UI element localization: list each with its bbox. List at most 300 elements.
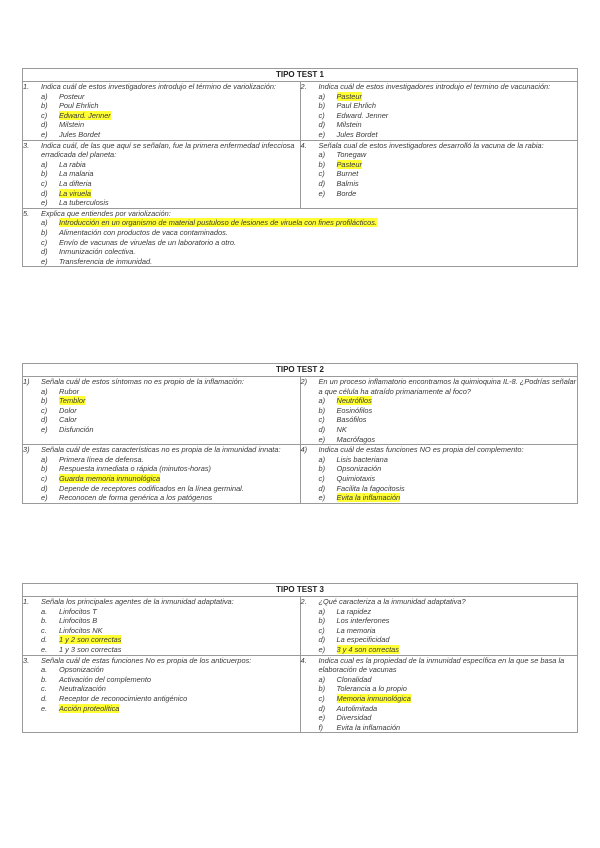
answer-option [23,704,300,714]
question-number: 4. [300,655,307,665]
option-label: Disfunción [59,424,94,434]
option-label: Poul Ehrlich [59,101,99,111]
question-number: 5. [23,208,30,218]
option-letter: d. [41,635,48,645]
option-label: Inmunización colectiva. [59,247,136,257]
option-letter: e) [41,493,48,503]
answer-option [301,435,578,445]
option-letter: a) [318,150,326,160]
option-text [59,645,300,655]
answer-option [23,218,577,228]
question-number: 4. [300,140,307,150]
option-letter: e) [318,188,326,198]
answer-option [301,694,578,704]
option-letter: e) [41,129,48,139]
option-letter: a) [318,454,326,464]
option-text [59,616,300,626]
option-label: Quimiotaxis [336,473,376,483]
option-text [59,607,300,617]
question-number: 1. [23,82,30,91]
option-label: Basófilos [336,415,367,425]
answer-option [23,474,300,484]
option-letter: c) [318,693,325,703]
option-label: Introducción en un organismo de material pustuloso de lesiones de viruela con fines profilácticos. [59,218,377,228]
option-text [59,160,300,170]
option-label: Balmis [336,178,359,188]
option-text [337,169,578,179]
option-letter: e) [41,198,48,208]
question-number: 2) [300,377,308,386]
option-label: La rabia [59,159,86,169]
option-text-highlighted [337,92,578,102]
option-text [337,120,578,130]
option-letter: c. [41,625,47,635]
option-text [59,130,300,140]
option-text-highlighted [59,396,300,406]
question-cell [300,655,578,733]
option-label: La tuberculosis [59,198,109,208]
answer-option [301,684,578,694]
option-label: Linfocitos NK [59,625,103,635]
answer-option [23,675,300,685]
option-text [337,435,578,445]
option-label: Opsonización [336,464,382,474]
option-text [59,387,300,397]
option-letter: a) [41,159,48,169]
option-text-highlighted [59,704,300,714]
option-text-highlighted [337,645,578,655]
option-text [337,474,578,484]
question-text: Señala cuál de estas características no es propia de la inmunidad innata: [41,445,281,455]
option-letter: a. [41,606,48,616]
option-letter: c) [318,473,325,483]
option-text [337,723,578,733]
option-letter: b) [41,227,48,237]
answer-option [23,228,577,238]
option-text [59,684,300,694]
answer-option [23,101,300,111]
option-label: Linfocitos T [59,606,97,616]
option-text [337,425,578,435]
answer-option [301,713,578,723]
question-text: Señala cual de estos investigadores desarrolló la vacuna de la rabia: [318,140,544,150]
option-text [337,713,578,723]
option-letter: c) [41,237,48,247]
option-letter: c. [41,684,47,694]
option-letter: d) [41,483,48,493]
question [301,141,578,151]
answer-option [301,675,578,685]
option-label: La difteria [59,178,92,188]
option-label: NK [336,424,347,434]
option-letter: a) [318,396,326,406]
option-label: Evita la inflamación [336,722,401,732]
answer-option [23,493,300,503]
question-cell [300,597,578,656]
question [23,445,300,455]
option-letter: a) [41,454,48,464]
option-letter: d) [318,483,326,493]
option-text [337,101,578,111]
question-number: 1) [23,377,30,386]
option-label: Milstein [59,120,85,130]
question-cell [23,82,301,141]
answer-option [23,189,300,199]
option-label: 1 y 3 son correctas [59,644,122,654]
option-letter: b) [41,396,48,406]
test-table-1 [22,68,578,267]
option-text [59,694,300,704]
option-label: Memoria inmunológica [336,693,411,703]
answer-option [23,616,300,626]
question-cell [23,655,301,733]
option-letter: c) [318,625,325,635]
option-text [337,455,578,465]
option-label: Pasteur [336,91,362,101]
answer-option [23,455,300,465]
option-text [59,247,577,257]
option-letter: e) [318,713,326,723]
option-letter: e) [318,434,326,444]
option-label: 3 y 4 son correctas [336,644,399,654]
option-text [337,130,578,140]
option-letter: b. [41,616,48,626]
option-label: Transferencia de inmunidad. [59,256,153,266]
answer-option [23,484,300,494]
option-label: Dolor [59,405,77,415]
question-text: Explica que entiendes por variolización: [41,208,171,218]
answer-option [301,626,578,636]
answer-option [301,493,578,503]
test-title: TIPO TEST 2 [23,364,578,377]
option-letter: a) [41,218,48,228]
option-letter: b) [318,616,326,626]
option-label: Tonegaw [336,150,367,160]
option-label: Envío de vacunas de viruelas de un laboratorio a otro. [59,237,237,247]
option-label: Pasteur [336,159,362,169]
option-label: Alimentación con productos de vaca contaminados. [59,227,228,237]
option-label: Posteur [59,91,85,101]
test-table-3 [22,583,578,733]
answer-option [23,607,300,617]
option-label: Facilita la fagocitosis [336,483,405,493]
option-text [337,626,578,636]
option-label: Opsonización [59,665,104,675]
answer-option [301,425,578,435]
option-label: Clonalidad [336,674,372,684]
option-letter: c) [318,415,325,425]
option-letter: b) [41,169,48,179]
option-text [337,704,578,714]
option-letter: a) [318,606,326,616]
answer-option [301,396,578,406]
option-text [59,415,300,425]
option-text-highlighted [59,189,300,199]
answer-option [23,120,300,130]
test-title: TIPO TEST 1 [23,69,578,82]
option-label: Los interferones [336,616,390,626]
question-cell [23,377,301,445]
option-text [337,406,578,416]
option-text-highlighted [337,396,578,406]
answer-option [301,616,578,626]
option-label: Milstein [336,120,362,130]
answer-option [23,92,300,102]
option-letter: c) [41,473,48,483]
question [301,82,578,92]
answer-option [23,684,300,694]
option-letter: b) [318,405,326,415]
question-cell [300,445,578,504]
option-text-highlighted [337,493,578,503]
test-title: TIPO TEST 3 [23,584,578,597]
option-text [59,464,300,474]
option-label: Macrófagos [336,434,376,444]
option-text [59,92,300,102]
option-label: Borde [336,188,357,198]
option-text-highlighted [337,694,578,704]
question-text: En un proceso inflamatorio encontramos la quimioquina IL-8. ¿Podrías señalar a que célula ha atraído primariamente al foco? [318,377,577,396]
question-cell [300,140,578,208]
option-text [59,675,300,685]
question-cell [23,140,301,208]
option-letter: b) [318,101,326,111]
option-text-highlighted [59,474,300,484]
option-label: Guarda memoria inmunológica [59,473,161,483]
option-text [59,406,300,416]
option-label: Acción proteolítica [59,703,120,713]
option-label: Primera línea de defensa. [59,454,144,464]
option-label: La especificidad [336,635,390,645]
option-label: Calor [59,415,77,425]
option-letter: a. [41,665,48,675]
answer-option [23,160,300,170]
answer-option [301,455,578,465]
answer-option [23,635,300,645]
option-letter: d) [318,635,326,645]
option-letter: e) [41,256,48,266]
option-label: Neutralización [59,684,106,694]
option-text [337,607,578,617]
question-text: Indica cuál de estos investigadores introdujo el termino de vacunación: [318,82,551,91]
question-text: Señala cuál de estos síntomas no es propio de la inflamación: [41,377,244,386]
option-label: Autolimitada [336,703,378,713]
answer-option [301,464,578,474]
answer-option [301,645,578,655]
option-text-highlighted [59,218,577,228]
answer-option [301,607,578,617]
question-number: 3. [23,140,30,150]
question [23,656,300,666]
option-text [59,425,300,435]
option-letter: d) [318,424,326,434]
option-letter: c) [41,405,48,415]
question-number: 2. [300,82,307,91]
option-text [59,228,577,238]
answer-option [301,484,578,494]
question-text: Señala cuál de estas funciones No es propia de los anticuerpos: [41,655,252,665]
option-label: Evita la inflamación [336,493,401,503]
answer-option [23,464,300,474]
option-letter: a) [41,386,48,396]
option-label: Neutrófilos [336,396,372,406]
option-letter: b. [41,674,48,684]
option-label: Tolerancia a lo propio [336,684,407,694]
answer-option [23,387,300,397]
option-letter: b) [318,684,326,694]
question [301,445,578,455]
question-number: 3. [23,655,30,665]
answer-option [301,160,578,170]
option-letter: d) [41,120,48,130]
option-text [337,415,578,425]
option-letter: c) [318,169,325,179]
question [23,209,577,219]
option-letter: e) [318,129,326,139]
question [301,597,578,607]
answer-option [301,474,578,484]
option-label: Depende de receptores codificados en la línea germinal. [59,483,244,493]
answer-option [23,626,300,636]
question [23,141,300,160]
option-text [59,626,300,636]
option-letter: c) [318,110,325,120]
test-table-2 [22,363,578,504]
option-text [59,169,300,179]
answer-option [301,101,578,111]
option-label: Jules Bordet [336,129,378,139]
option-label: Paul Ehrlich [336,101,376,111]
option-text [337,150,578,160]
question-number: 3) [23,445,30,455]
question-text: Indica cuál de estas funciones NO es propia del complemento: [318,445,524,455]
option-letter: e) [318,493,326,503]
option-letter: d) [318,120,326,130]
option-letter: e) [41,424,48,434]
option-label: Respuesta inmediata o rápida (minutos-horas) [59,464,211,474]
option-letter: d) [41,247,48,257]
answer-option [23,130,300,140]
option-letter: d) [41,188,48,198]
answer-option [23,396,300,406]
question [301,377,578,396]
answer-option [23,257,577,267]
option-label: Activación del complemento [59,674,152,684]
option-label: Rubor [59,386,80,396]
question-cell [23,445,301,504]
question-text: Indica cual es la propiedad de la inmunidad específica en la que se basa la elaboración de vacunas [318,655,565,675]
question-cell [300,82,578,141]
option-label: Burnet [336,169,359,179]
option-text [337,464,578,474]
option-text [337,616,578,626]
answer-option [301,723,578,733]
answer-option [23,179,300,189]
answer-option [301,415,578,425]
answer-option [301,635,578,645]
question-text: Indica cuál, de las que aquí se señalan, fue la primera enfermedad infecciosa erradicada del planeta: [41,140,295,160]
answer-option [301,130,578,140]
option-text [337,179,578,189]
answer-option [23,694,300,704]
option-text [337,484,578,494]
option-letter: b) [318,159,326,169]
option-letter: f) [318,722,324,732]
option-text [337,675,578,685]
option-label: La memoria [336,625,376,635]
option-label: Edward. Jenner [59,110,111,120]
answer-option [23,406,300,416]
answer-option [301,169,578,179]
option-text-highlighted [337,160,578,170]
question [23,82,300,92]
option-label: Edward. Jenner [336,110,389,120]
option-label: Linfocitos B [59,616,98,626]
answer-option [301,406,578,416]
option-label: 1 y 2 son correctas [59,635,122,645]
option-letter: a) [41,91,48,101]
option-label: Temblor [59,396,86,406]
question-text: ¿Qué caracteriza a la inmunidad adaptativa? [318,597,466,606]
question [23,377,300,387]
question-text: Señala los principales agentes de la inmunidad adaptativa: [41,597,234,606]
option-label: Reconocen de forma genérica a los patógenos [59,493,213,503]
option-text-highlighted [59,111,300,121]
answer-option [301,704,578,714]
option-label: Lisis bacteriana [336,454,388,464]
option-letter: e) [318,644,326,654]
question [301,656,578,675]
option-text [337,111,578,121]
question-text: Indica cuál de estos investigadores introdujo el término de variolización: [41,82,276,91]
answer-option [23,665,300,675]
option-letter: e. [41,644,48,654]
question-number: 4) [300,445,308,455]
question-cell [23,208,578,267]
answer-option [23,198,300,208]
answer-option [23,169,300,179]
option-text [59,179,300,189]
option-letter: d. [41,693,48,703]
option-text [59,493,300,503]
option-text-highlighted [59,635,300,645]
option-text [59,238,577,248]
option-label: Jules Bordet [59,129,101,139]
option-letter: b) [41,464,48,474]
answer-option [301,92,578,102]
answer-option [23,247,577,257]
option-text [59,257,577,267]
question-number: 1. [23,597,30,606]
answer-option [301,179,578,189]
option-letter: d) [318,703,326,713]
option-label: Receptor de reconocimiento antigénico [59,693,188,703]
option-text [337,684,578,694]
option-text [337,635,578,645]
option-letter: c) [41,178,48,188]
option-label: La viruela [59,188,92,198]
answer-option [301,189,578,199]
option-letter: a) [318,91,326,101]
option-text [59,455,300,465]
option-letter: a) [318,674,326,684]
option-letter: e. [41,703,48,713]
option-letter: d) [318,178,326,188]
answer-option [23,111,300,121]
option-text [59,484,300,494]
option-text [337,189,578,199]
answer-option [23,415,300,425]
